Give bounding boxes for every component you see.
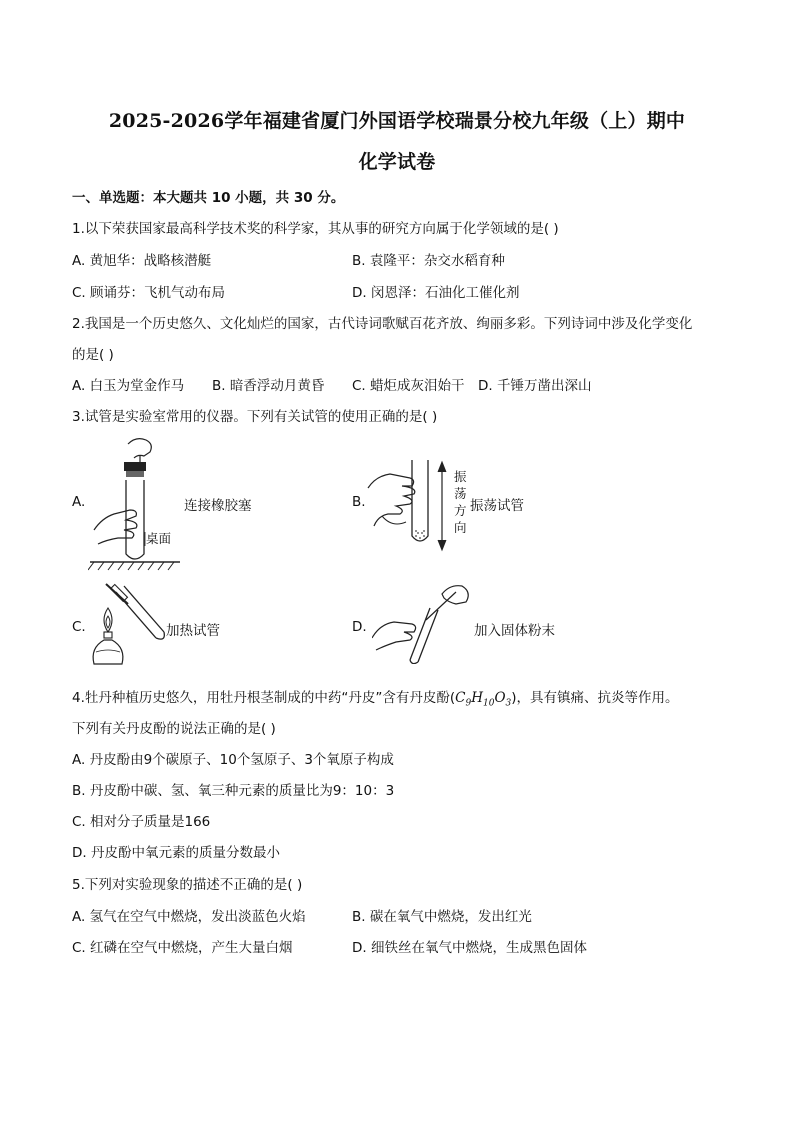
danpiphenol-formula xyxy=(455,690,512,709)
q4-option-d: D. 丹皮酚中氧元素的质量分数最小 xyxy=(72,845,280,861)
q2-option-d: D. 千锤万凿出深山 xyxy=(478,378,592,394)
formula-h: H xyxy=(471,690,483,706)
q3-shake-direction-label xyxy=(454,468,467,536)
q3-option-c-letter: C. xyxy=(72,619,86,635)
q5-option-b: B. 碳在氧气中燃烧，发出红光 xyxy=(352,909,532,925)
q3-option-b-letter: B. xyxy=(352,494,366,510)
direction-char-3: 方 xyxy=(454,503,467,518)
q4-stem-post: )，具有镇痛、抗炎等作用。 xyxy=(511,690,679,706)
direction-char-4: 向 xyxy=(454,520,467,535)
q3-option-a-caption: 连接橡胶塞 xyxy=(184,498,252,514)
q4-option-b: B. 丹皮酚中碳、氢、氧三种元素的质量比为9：10：3 xyxy=(72,783,395,799)
q3-option-a-letter: A. xyxy=(72,494,86,510)
q5-stem: 5.下列对实验现象的描述不正确的是( ) xyxy=(72,877,303,893)
formula-h-sub: 10 xyxy=(483,698,495,709)
q3-option-c-caption: 加热试管 xyxy=(166,623,220,639)
adding-powder-figure xyxy=(372,584,472,664)
q4-stem-line1 xyxy=(72,686,679,709)
exam-title-line2: 化学试卷 xyxy=(358,151,436,173)
q2-stem-line2: 的是( ) xyxy=(72,347,114,363)
q3-option-b-caption: 振荡试管 xyxy=(470,498,524,514)
heating-tube-figure xyxy=(86,582,166,668)
q2-option-b: B. 暗香浮动月黄昏 xyxy=(212,378,325,394)
q3-option-d-caption: 加入固体粉末 xyxy=(474,623,555,639)
q1-option-d: D. 闵恩泽：石油化工催化剂 xyxy=(352,285,520,301)
q4-stem-pre: 4.牡丹种植历史悠久，用牡丹根茎制成的中药“丹皮”含有丹皮酚( xyxy=(72,690,456,706)
exam-title-line1: 2025-2026学年福建省厦门外国语学校瑞景分校九年级（上）期中 xyxy=(108,110,686,132)
q4-stem-line2: 下列有关丹皮酚的说法正确的是( ) xyxy=(72,721,276,737)
q2-stem-line1: 2.我国是一个历史悠久、文化灿烂的国家，古代诗词歌赋百花齐放、绚丽多彩。下列诗词中涉及化学变化 xyxy=(72,316,693,332)
q2-option-c: C. 蜡炬成灰泪始干 xyxy=(352,378,465,394)
q5-option-a: A. 氢气在空气中燃烧，发出淡蓝色火焰 xyxy=(72,909,306,925)
section-heading: 一、单选题：本大题共 10 小题，共 30 分。 xyxy=(72,190,345,206)
formula-o-sub: 3 xyxy=(505,698,512,709)
q3-option-d-letter: D. xyxy=(352,619,367,635)
q5-option-c: C. 红磷在空气中燃烧，产生大量白烟 xyxy=(72,940,293,956)
formula-c-sub: 9 xyxy=(465,698,472,709)
q1-option-c: C. 顾诵芬：飞机气动布局 xyxy=(72,285,226,301)
q3-stem: 3.试管是实验室常用的仪器。下列有关试管的使用正确的是( ) xyxy=(72,409,438,425)
formula-o: O xyxy=(494,690,506,706)
q3-desk-label: 桌面 xyxy=(146,531,172,546)
q1-option-a: A. 黄旭华：战略核潜艇 xyxy=(72,253,212,269)
formula-c: C xyxy=(455,690,466,706)
q4-option-a: A. 丹皮酚由9个碳原子、10个氢原子、3个氧原子构成 xyxy=(72,752,394,768)
q4-option-c: C. 相对分子质量是166 xyxy=(72,814,211,830)
direction-char-1: 振 xyxy=(454,469,467,484)
q5-option-d: D. 细铁丝在氧气中燃烧，生成黑色固体 xyxy=(352,940,587,956)
q2-option-a: A. 白玉为堂金作马 xyxy=(72,378,185,394)
q1-option-b: B. 袁隆平：杂交水稻育种 xyxy=(352,253,505,269)
q1-stem: 1.以下荣获国家最高科学技术奖的科学家，其从事的研究方向属于化学领域的是( ) xyxy=(72,221,559,237)
shaking-tube-figure xyxy=(366,456,452,552)
rubber-stopper-figure xyxy=(88,434,188,572)
direction-char-2: 荡 xyxy=(454,486,467,501)
